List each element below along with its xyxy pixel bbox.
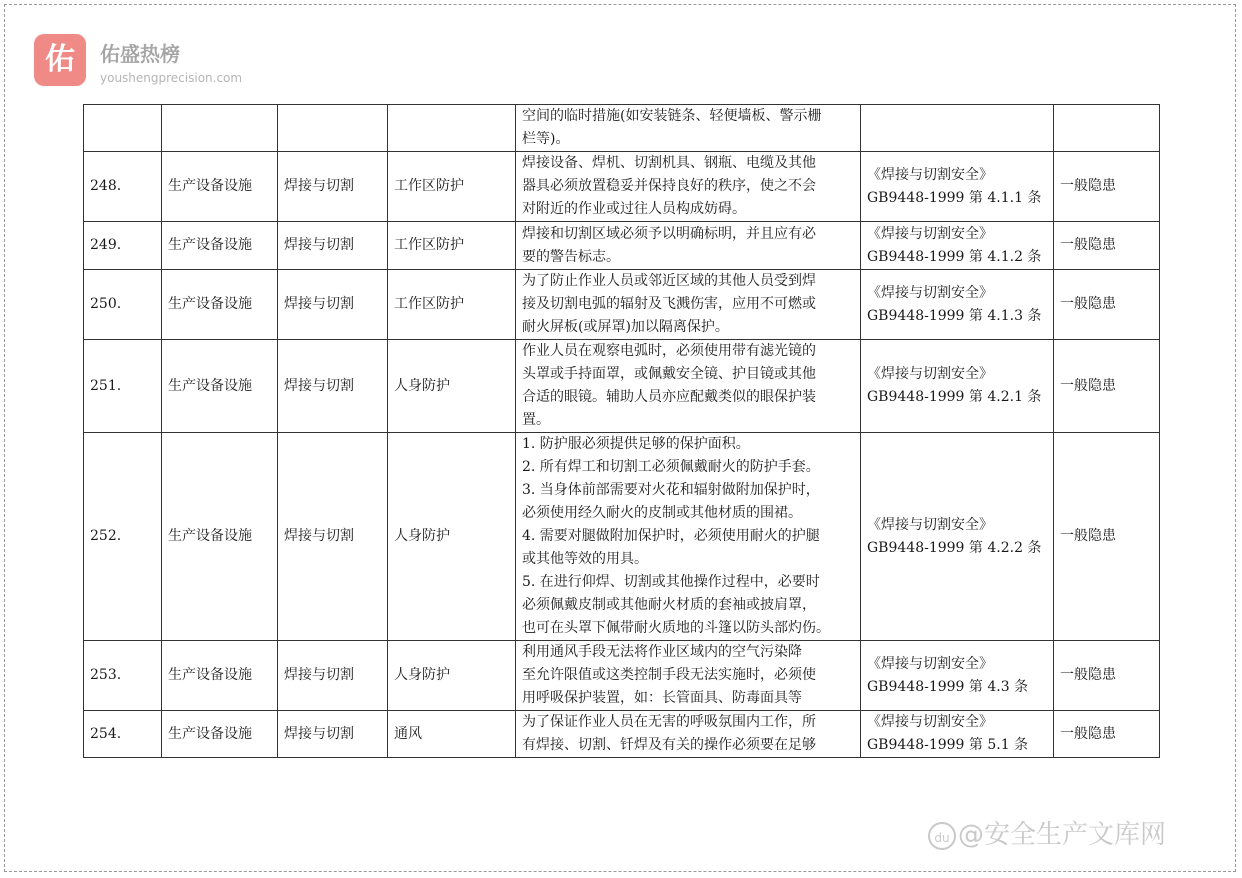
standard-reference-line: 《焊接与切割安全》 (867, 225, 993, 242)
standard-reference-cell (861, 340, 1054, 433)
description-line: 利用通风手段无法将作业区域内的空气污染降 (522, 644, 802, 660)
description-cell (516, 152, 861, 222)
table-row (84, 711, 1160, 758)
table-row (84, 340, 1160, 433)
description-line: 1. 防护服必须提供足够的保护面积。 (522, 436, 750, 452)
standard-reference-cell (861, 711, 1054, 758)
description-line: 合适的眼镜。辅助人员亦应配戴类似的眼保护装 (522, 389, 816, 405)
hazard-table-body (84, 105, 1160, 758)
description-cell (516, 711, 861, 758)
hazard-level-cell: 一般隐患 (1054, 270, 1160, 340)
description-cell (516, 433, 861, 641)
item-number-cell: 249. (84, 222, 162, 270)
standard-reference-cell (861, 433, 1054, 641)
hazard-level-cell: 一般隐患 (1054, 641, 1160, 711)
item-number-cell: 254. (84, 711, 162, 758)
subcategory-cell: 焊接与切割 (278, 711, 388, 758)
standard-reference-line: GB9448-1999 第 4.3 条 (867, 678, 1029, 695)
description-line: 焊接设备、焊机、切割机具、钢瓶、电缆及其他 (522, 155, 816, 171)
description-cell (516, 105, 861, 152)
subcategory-cell: 焊接与切割 (278, 340, 388, 433)
standard-reference-line: GB9448-1999 第 4.1.3 条 (867, 307, 1042, 324)
category-cell: 生产设备设施 (162, 152, 278, 222)
description-line: 对附近的作业或过往人员构成妨碍。 (522, 201, 746, 217)
subcategory-cell: 焊接与切割 (278, 641, 388, 711)
item-number-cell: 250. (84, 270, 162, 340)
brand-name: 佑盛热榜 (100, 42, 180, 66)
standard-reference-line: 《焊接与切割安全》 (867, 516, 993, 533)
description-line: 4. 需要对腿做附加保护时，必须使用耐火的护腿 (522, 528, 820, 544)
standard-reference-line: 《焊接与切割安全》 (867, 366, 993, 382)
table-row (84, 270, 1160, 340)
hazard-type-cell (388, 105, 516, 152)
standard-reference-line: GB9448-1999 第 4.2.1 条 (867, 389, 1042, 405)
hazard-level-cell: 一般隐患 (1054, 340, 1160, 433)
table-row (84, 433, 1160, 641)
description-line: 或其他等效的用具。 (522, 551, 648, 567)
item-number-cell: 248. (84, 152, 162, 222)
hazard-level-cell (1054, 105, 1160, 152)
subcategory-cell: 焊接与切割 (278, 270, 388, 340)
description-line: 5. 在进行仰焊、切割或其他操作过程中，必要时 (522, 574, 820, 590)
subcategory-cell: 焊接与切割 (278, 222, 388, 270)
hazard-level-cell: 一般隐患 (1054, 152, 1160, 222)
description-cell (516, 222, 861, 270)
standard-reference-cell (861, 152, 1054, 222)
description-line: 置。 (522, 412, 550, 428)
category-cell: 生产设备设施 (162, 711, 278, 758)
subcategory-cell (278, 105, 388, 152)
subcategory-cell: 焊接与切割 (278, 152, 388, 222)
standard-reference-line: GB9448-1999 第 4.2.2 条 (867, 539, 1042, 556)
description-line: 要的警告标志。 (522, 248, 620, 265)
baidu-paw-icon: du (928, 822, 956, 850)
hazard-type-cell: 工作区防护 (388, 222, 516, 270)
table-row (84, 152, 1160, 222)
description-line: 2. 所有焊工和切割工必须佩戴耐火的防护手套。 (522, 459, 820, 475)
item-number-cell: 253. (84, 641, 162, 711)
description-line: 焊接和切割区域必须予以明确标明，并且应有必 (522, 225, 816, 242)
description-line: 栏等)。 (522, 131, 570, 147)
hazard-type-cell: 人身防护 (388, 641, 516, 711)
standard-reference-line: 《焊接与切割安全》 (867, 284, 993, 301)
standard-reference-line: 《焊接与切割安全》 (867, 655, 993, 672)
category-cell: 生产设备设施 (162, 641, 278, 711)
item-number-cell: 251. (84, 340, 162, 433)
description-line: 必须佩戴皮制或其他耐火材质的套袖或披肩罩， (522, 597, 816, 613)
standard-reference-line: GB9448-1999 第 5.1 条 (867, 737, 1029, 753)
description-line: 头罩或手持面罩，或佩戴安全镜、护目镜或其他 (522, 366, 816, 382)
description-line: 器具必须放置稳妥并保持良好的秩序，使之不会 (522, 178, 816, 194)
description-line: 必须使用经久耐火的皮制或其他材质的围裙。 (522, 505, 802, 521)
subcategory-cell: 焊接与切割 (278, 433, 388, 641)
description-line: 有焊接、切割、钎焊及有关的操作必须要在足够 (522, 737, 816, 753)
description-line: 3. 当身体前部需要对火花和辐射做附加保护时， (522, 482, 820, 498)
description-line: 耐火屏板(或屏罩)加以隔离保护。 (522, 319, 729, 335)
hazard-level-cell: 一般隐患 (1054, 222, 1160, 270)
hazard-type-cell: 工作区防护 (388, 270, 516, 340)
description-line: 空间的临时措施(如安装链条、轻便墙板、警示栅 (522, 108, 822, 124)
description-line: 为了保证作业人员在无害的呼吸氛围内工作，所 (522, 714, 816, 730)
description-line: 至允许限值或这类控制手段无法实施时，必须使 (522, 667, 816, 683)
hazard-type-cell: 人身防护 (388, 340, 516, 433)
item-number-cell: 252. (84, 433, 162, 641)
item-number-cell (84, 105, 162, 152)
brand-url: youshengprecision.com (100, 71, 243, 85)
category-cell: 生产设备设施 (162, 222, 278, 270)
standard-reference-cell (861, 105, 1054, 152)
description-line: 用呼吸保护装置，如：长管面具、防毒面具等 (522, 690, 802, 706)
standard-reference-line: 《焊接与切割安全》 (867, 166, 993, 183)
table-row (84, 641, 1160, 711)
standard-reference-cell (861, 222, 1054, 270)
standard-reference-line: GB9448-1999 第 4.1.1 条 (867, 189, 1042, 206)
hazard-table (83, 104, 1160, 758)
category-cell: 生产设备设施 (162, 433, 278, 641)
category-cell: 生产设备设施 (162, 340, 278, 433)
standard-reference-cell (861, 270, 1054, 340)
watermark (928, 814, 1166, 851)
standard-reference-cell (861, 641, 1054, 711)
hazard-level-cell: 一般隐患 (1054, 433, 1160, 641)
hazard-type-cell: 工作区防护 (388, 152, 516, 222)
watermark-text: @安全生产文库网 (958, 820, 1167, 850)
description-cell (516, 270, 861, 340)
hazard-level-cell: 一般隐患 (1054, 711, 1160, 758)
brand-logo: 佑 (34, 34, 86, 86)
standard-reference-line: 《焊接与切割安全》 (867, 714, 993, 730)
description-cell (516, 641, 861, 711)
category-cell: 生产设备设施 (162, 270, 278, 340)
description-cell (516, 340, 861, 433)
description-line: 也可在头罩下佩带耐火质地的斗篷以防头部灼伤。 (522, 620, 830, 636)
table-row (84, 105, 1160, 152)
description-line: 接及切割电弧的辐射及飞溅伤害，应用不可燃或 (522, 296, 816, 312)
hazard-type-cell: 人身防护 (388, 433, 516, 641)
standard-reference-line: GB9448-1999 第 4.1.2 条 (867, 248, 1042, 265)
category-cell (162, 105, 278, 152)
hazard-type-cell: 通风 (388, 711, 516, 758)
table-row (84, 222, 1160, 270)
description-line: 为了防止作业人员或邻近区域的其他人员受到焊 (522, 273, 816, 289)
description-line: 作业人员在观察电弧时，必须使用带有滤光镜的 (522, 343, 816, 359)
